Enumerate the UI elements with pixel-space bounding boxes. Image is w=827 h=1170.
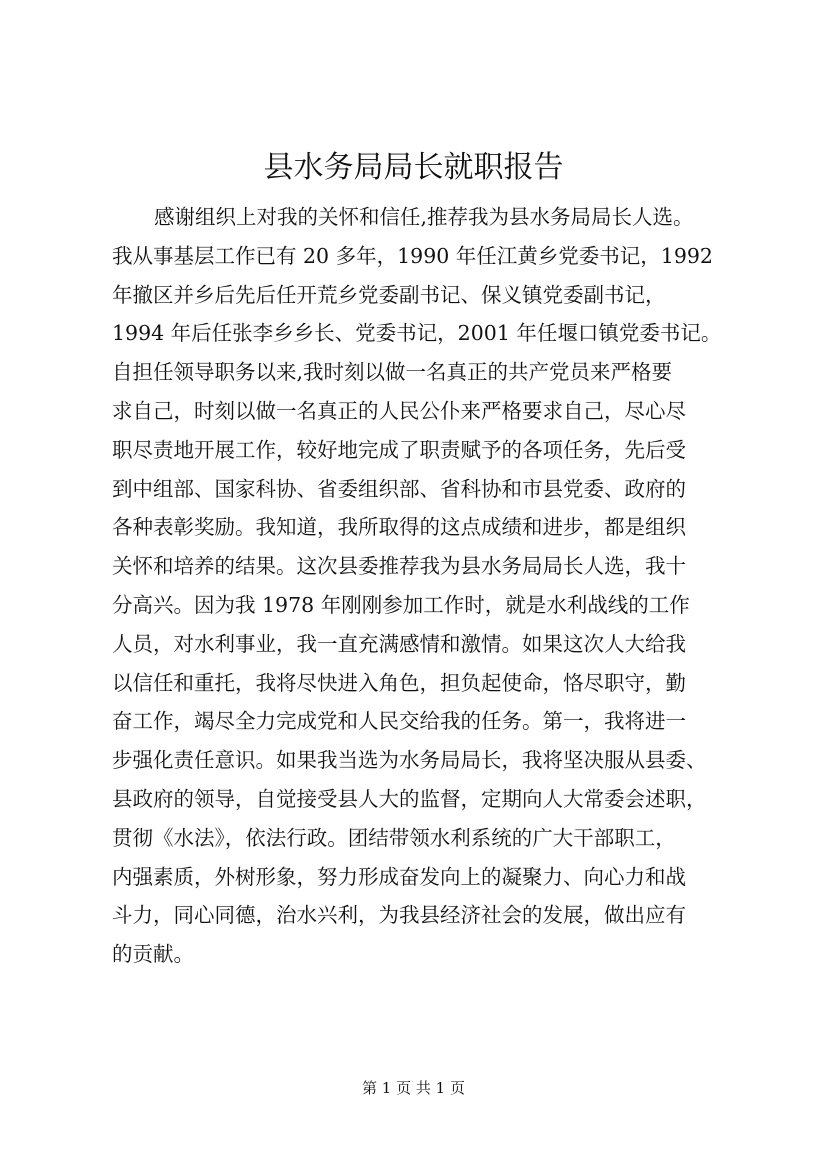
body-line: 分高兴。因为我 1978 年刚刚参加工作时，就是水利战线的工作 <box>112 592 690 617</box>
body-line: 人员，对水利事业，我一直充满感情和激情。如果这次人大给我 <box>112 631 686 656</box>
body-line: 关怀和培养的结果。这次县委推荐我为县水务局局长人选，我十 <box>112 554 686 579</box>
body-line: 县政府的领导，自觉接受县人大的监督，定期向人大常委会述职， <box>112 786 707 811</box>
body-line: 到中组部、国家科协、省委组织部、省科协和市县党委、政府的 <box>112 476 686 501</box>
body-line: 内强素质，外树形象，努力形成奋发向上的凝聚力、向心力和战 <box>112 864 686 889</box>
body-line: 奋工作，竭尽全力完成党和人民交给我的任务。第一，我将进一 <box>112 709 686 734</box>
body-line: 感谢组织上对我的关怀和信任,推荐我为县水务局局长人选。 <box>154 205 694 229</box>
body-line: 求自己，时刻以做一名真正的人民公仆来严格要求自己，尽心尽 <box>112 398 686 423</box>
body-line: 1994 年后任张李乡乡长、党委书记，2001 年任堰口镇党委书记。 <box>112 321 722 346</box>
body-line: 的贡献。 <box>112 942 194 967</box>
document-body <box>112 198 742 974</box>
body-line: 职尽责地开展工作，较好地完成了职责赋予的各项任务，先后受 <box>112 437 686 462</box>
body-line: 以信任和重托，我将尽快进入角色，担负起使命，恪尽职守，勤 <box>112 670 686 695</box>
body-line: 我从事基层工作已有 20 多年，1990 年任江黄乡党委书记，1992 <box>112 243 713 268</box>
body-line: 年撤区并乡后先后任开荒乡党委副书记、保义镇党委副书记， <box>112 282 666 307</box>
page-footer: 第 1 页 共 1 页 <box>362 1079 465 1097</box>
body-line: 各种表彰奖励。我知道，我所取得的这点成绩和进步，都是组织 <box>112 515 686 540</box>
body-line: 贯彻《水法》，依法行政。团结带领水利系统的广大干部职工， <box>112 825 676 850</box>
document-title: 县水务局局长就职报告 <box>263 150 564 185</box>
body-line: 斗力，同心同德，治水兴利，为我县经济社会的发展，做出应有 <box>112 903 686 928</box>
body-line: 自担任领导职务以来,我时刻以做一名真正的共产党员来严格要 <box>112 360 673 385</box>
body-line: 步强化责任意识。如果我当选为水务局局长，我将坚决服从县委、 <box>112 748 707 773</box>
